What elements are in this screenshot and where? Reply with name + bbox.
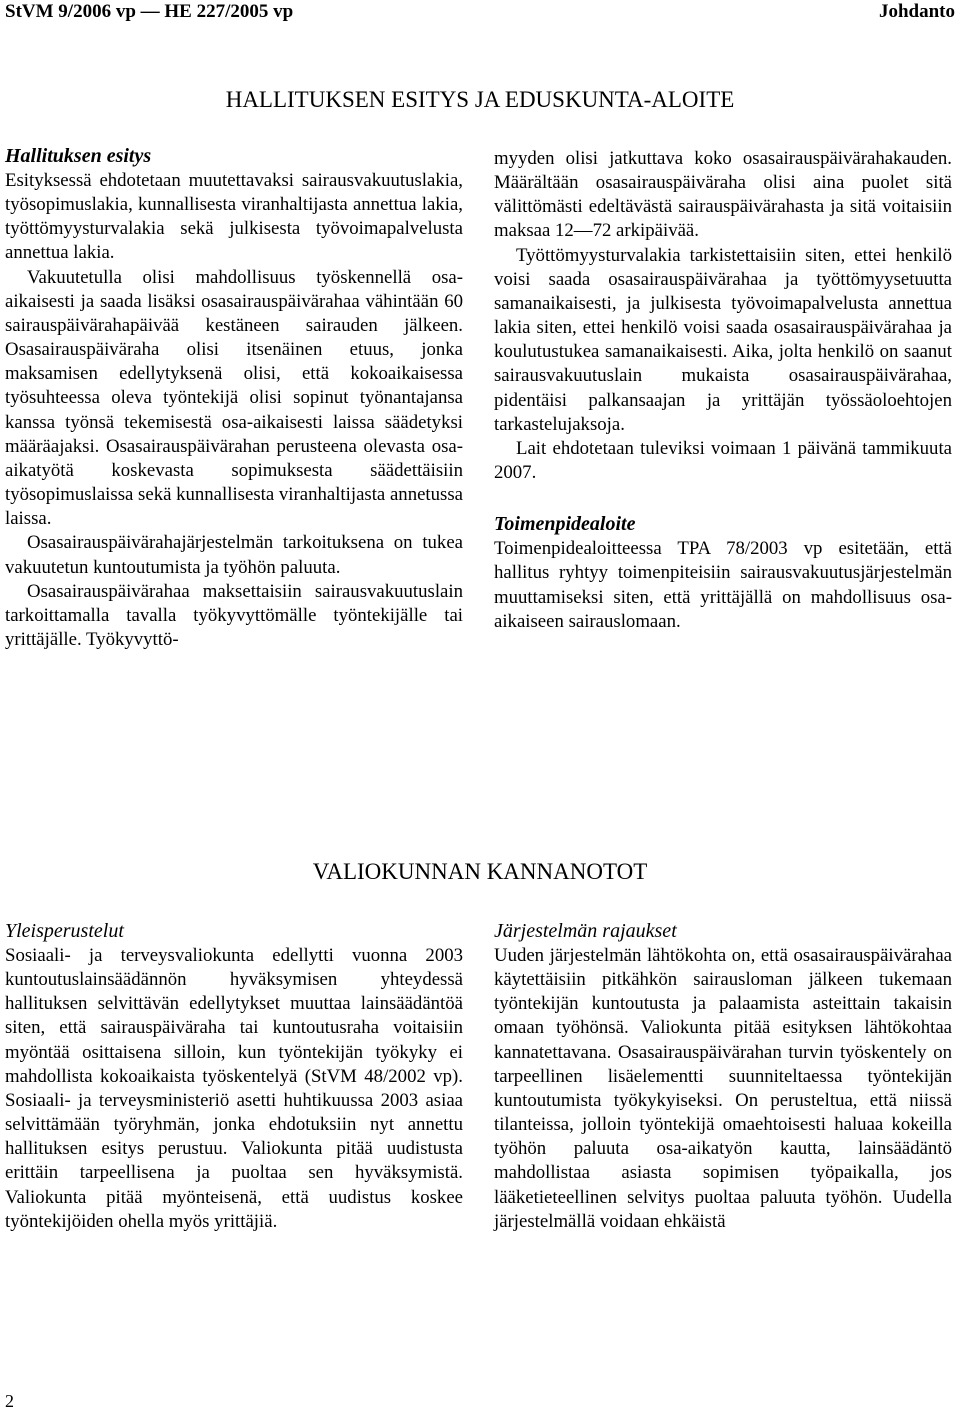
paragraph: Lait ehdotetaan tuleviksi voimaan 1 päivänä tammikuuta 2007.	[494, 437, 952, 484]
proposal-right-column	[494, 147, 952, 634]
page-number: 2	[5, 1391, 14, 1411]
heading-general-grounds: Yleisperustelut	[5, 920, 124, 942]
section-title-proposal: HALLITUKSEN ESITYS JA EDUSKUNTA-ALOITE	[225, 87, 735, 112]
running-header-title: StVM 9/2006 vp — HE 227/2005 vp	[5, 1, 294, 22]
heading-initiative: Toimenpidealoite	[494, 513, 636, 536]
paragraph: Toimenpidealoitteessa TPA 78/2003 vp esitetään, että hallitus ryhtyy toimenpiteisiin sairausvakuutusjärjestelmän muuttamiseksi siten, että yrittäjällä on mahdollisuus osa-aikaiseen sairauslomaan.	[494, 538, 952, 632]
paragraph: Työttömyysturvalakia tarkistettaisiin siten, ettei henkilö voisi saada osasairauspäivärahaa ja työttömyysetuutta samanaikaisesti, ja julkisesta työvoimapalvelusta annettua lakia siten, ettei henkilö voisi saada osasairauspäivärahaa ja koulutustukea samanaikaisesti. Aika, jolta henkilö on saanut sairausvakuutuslain mukaista osasairauspäivärahaa, pidentäisi palkansaajan ja yrittäjän työssäoloehtojen tarkastelujaksoja.	[494, 244, 952, 435]
positions-right-column	[494, 918, 952, 1234]
paragraph: Osasairauspäivärahaa maksettaisiin sairausvakuutuslain tarkoittamalla tavalla työkyvyttömälle työntekijälle tai yrittäjälle. Työkyvyttö-	[5, 580, 463, 650]
heading-government-proposal: Hallituksen esitys	[5, 145, 152, 167]
paragraph: Esityksessä ehdotetaan muutettavaksi sairausvakuutuslakia, työsopimuslakia, kunnallisesta viranhaltijasta annettua lakia, työttömyysturvalakia sekä julkisesta työvoimapalvelusta annettua lakia.	[5, 170, 463, 264]
paragraph: Uuden järjestelmän lähtökohta on, että osasairauspäivärahaa käytettäisiin pitkähkön sairausloman jälkeen tukemaan työntekijän kuntoutusta ja palaamista asteittain takaisin omaan työhönsä. Valiokunta pitää esityksen lähtökohtaa kannatettavana. Osasairauspäivärahan turvin työskentely on tarpeellinen lisäelementti suunniteltaessa työntekijän kuntoutumista työkykyiseksi. On perusteltua, että niissä tilanteissa, jolloin työntekijä omaehtoisesti haluaa kokeilla työhön paluuta osa-aikatyön kautta, lainsäädäntö mahdollistaa asiasta sopimisen työpaikalla, jos lääketieteellinen selvitys puoltaa paluuta työhön. Uudella järjestelmällä voidaan ehkäistä	[494, 945, 952, 1232]
heading-system-limits: Järjestelmän rajaukset	[494, 920, 677, 942]
running-header-section: Johdanto	[878, 1, 955, 22]
positions-left-column	[5, 918, 463, 1234]
paragraph: Vakuutetulla olisi mahdollisuus työskennellä osa-aikaisesti ja saada lisäksi osasairauspäivärahaa vähintään 60 sairauspäivärahapäivää kestäneen sairauden jälkeen. Osasairauspäiväraha olisi itsenäinen etuus, jonka maksamisen edellytyksenä olisi, että kokoaikaisessa työsuhteessa oleva työntekijä olisi sopinut työnantajansa kanssa työnsä tekemisestä osa-aikaisesti laissa säädetyksi määräajaksi. Osasairauspäivärahan perusteena olevasta osa-aikatyötä koskevasta sopimuksesta säädettäisiin työsopimuslaissa sekä kunnallisesta viranhaltijasta annetussa laissa.	[5, 266, 463, 530]
proposal-left-column	[5, 143, 463, 652]
paragraph: myyden olisi jatkuttava koko osasairauspäivärahakauden. Määrältään osasairauspäiväraha olisi aina puolet sitä välittömästi edeltävästä sairauspäivärahasta ja sitä voitaisiin maksaa 12—72 arkipäivää.	[494, 148, 952, 242]
paragraph: Osasairauspäivärahajärjestelmän tarkoituksena on tukea vakuutetun kuntoutumista ja työhön paluuta.	[5, 532, 463, 578]
section-title-committee-positions: VALIOKUNNAN KANNANOTOT	[312, 859, 648, 884]
paragraph: Sosiaali- ja terveysvaliokunta edellytti vuonna 2003 kuntoutuslainsäädännön hyväksymisen yhteydessä hallituksen selvittävän edellytykset muuttaa lainsäädäntöä siten, että sairauspäiväraha tai kuntoutusraha voitaisiin myöntää osittaisena silloin, kun työntekijän työkyky ei mahdollista kokoaikaista työskentelyä (StVM 48/2002 vp). Sosiaali- ja terveysministeriö asetti huhtikuussa 2003 asiaa selvittämään työryhmän, jonka ehdotuksiin nyt annettu hallituksen esitys perustuu. Valiokunta pitää uudistusta erittäin tarpeellisena ja puoltaa sen hyväksymistä. Valiokunta pitää myönteisenä, että uudistus koskee työntekijöiden ohella myös yrittäjiä.	[5, 945, 463, 1232]
